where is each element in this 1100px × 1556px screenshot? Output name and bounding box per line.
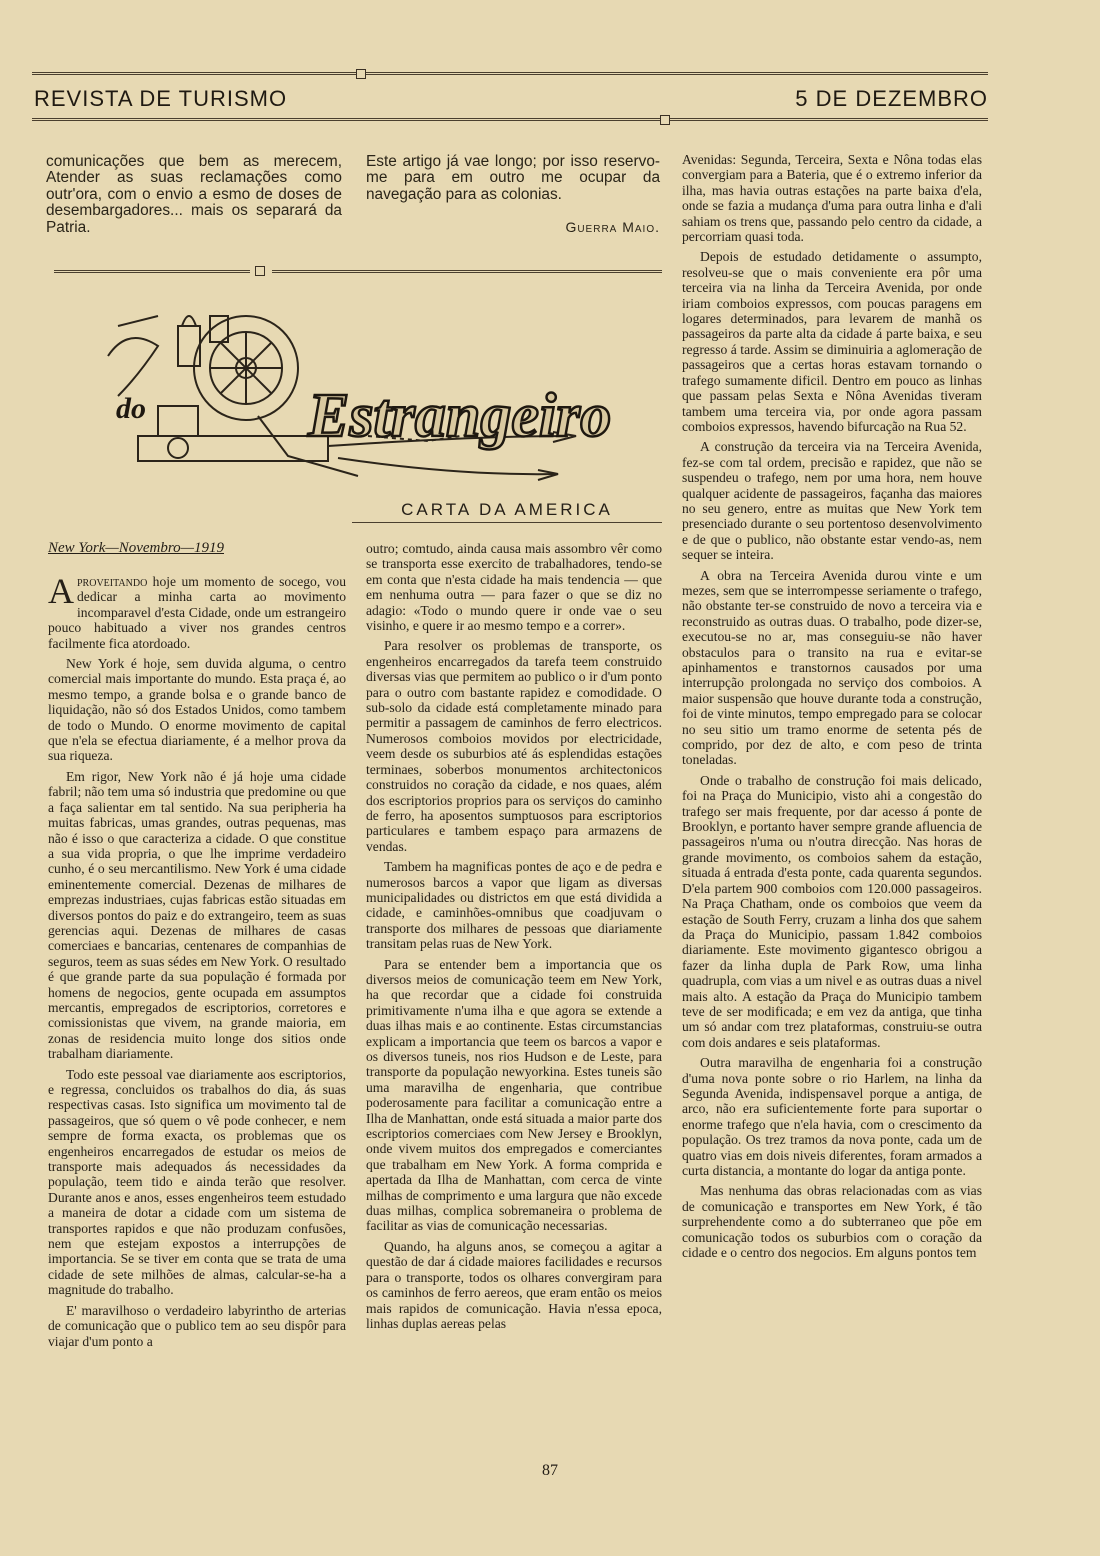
section-divider [54, 270, 250, 273]
paragraph: New York é hoje, sem duvida alguma, o centro comercial mais importante do mundo. Esta praça é, ao mesmo tempo, a grande bolsa e o grande banco de liquidação, não só dos Estados Unidos, como tambem de todo o Mundo. O enorme movimento de capital que n'ela se efectua diariamente, é a melhor prova da sua riqueza. [48, 656, 346, 764]
paragraph: Mas nenhuma das obras relacionadas com as vias de comunicação e transportes em New York, é tão surprehendente como a do subterraneo que põe em comunicação todos os suburbios com o coração da cidade e o centro dos negocios. Em alguns pontos tem [682, 1183, 982, 1261]
rule-ornament [255, 266, 265, 276]
paragraph: Depois de estudado detidamente o assumpto, resolveu-se que o mais conveniente era pôr uma terceira via na linha da Terceira Avenida, por onde iriam comboios expressos, com poucas paragens em logares determinados, para levarem de manhã os passageiros da parte alta da cidade á parte baixa, e seu regresso á tarde. Assim se diminuiria a aglomeração de passageiros que a certas horas estavam tornando o trafego sumamente dificil. Dentro em pouco as linhas que passam pelas Sexta e Nôna Avenidas tiveram tambem uma terceira via, por onde agora passam comboios expressos, havendo bifurcação na Rua 52. [682, 249, 982, 434]
top-continuation-col2 [366, 154, 660, 236]
paragraph: E' maravilhoso o verdadeiro labyrintho de arterias de comunicação que o publico tem ao seu dispôr para viajar d'um ponto a [48, 1302, 346, 1349]
page-number: 87 [542, 1462, 558, 1479]
section-divider [272, 270, 662, 273]
article-column-2 [366, 541, 662, 1336]
header-rule-top [32, 72, 988, 75]
rule-ornament [660, 115, 670, 125]
subtitle-rule [352, 522, 662, 523]
paragraph: Quando, ha alguns anos, se começou a agitar a questão de dar á cidade maiores facilidades e recursos para o transporte, todos os olhares convergiram para os caminhos de ferro aereos, que eram então os meios mais rapidos de comunicação. Havia n'essa epoca, linhas duplas aereas pelas [366, 1238, 662, 1331]
running-head-left: REVISTA DE TURISMO [34, 86, 288, 111]
lead-word: proveitando [77, 574, 148, 589]
paragraph: Para se entender bem a importancia que os diversos meios de comunicação teem em New York, ha que recordar que a cidade foi construida primitivamente n'uma ilha e que agora se extende a duas ilhas mais e ao continente. Estas circumstancias explicam a importancia que teem os barcos a vapor e os diversos tuneis, nos rios Hudson e de Leste, para transporte da população newyorkina. Estes tuneis são uma maravilha de engenharia, que contribue poderosamente para facilitar a comunicação entre a Ilha de Manhattan, onde está situada a maior parte dos escriptorios comerciaes com New Jersey e Brooklyn, onde vivem muitos dos empregados e comerciantes que trabalham em New York. A forma comprida e apertada da Ilha de Manhattan, com cerca de vinte milhas de comprimento e uma largura que não excede duas milhas, complica sobremaneira o problema de facilitar as vias de comunicação necessarias. [366, 956, 662, 1234]
article-column-3 [682, 152, 982, 1265]
drop-cap: A [48, 571, 74, 611]
article-column-1 [48, 571, 346, 1354]
continuation-text: comunicações que bem as merecem, Atender as suas reclamações como outr'ora, com o envio a esmo de doses de desembargadores... mais os separará da Patria. [46, 153, 342, 236]
paragraph: A obra na Terceira Avenida durou vinte e um mezes, sem que se interrompesse seriamente o trafego, não obstante ter-se construido de novo a terceira via e reconstruido as outras duas. O trabalho, pode dizer-se, executou-se no ar, mas conseguiu-se não haver obstaculos para o transito na rua e evitar-se apinhamentos e transtornos causados por uma interrupção prolongada no serviço dos comboios. A maior suspensão que houve durante toda a construção, foi de vinte minutos, tempo empregado para se colocar no seu sitio um tramo enorme de setenta pés de comprido, por dez de alto, e com peso de trinta toneladas. [682, 567, 982, 768]
continuation-text: Este artigo já vae longo; por isso reservo-me para em outro me ocupar da navegação para as colonias. [366, 153, 660, 203]
rule-ornament [356, 69, 366, 79]
top-continuation-col1 [46, 154, 342, 236]
article-dateline: New York—Novembro—1919 [48, 540, 224, 556]
paragraph: Onde o trabalho de construção foi mais delicado, foi na Praça do Municipio, visto ahi a congestão do trafego ser mais frequente, por dar acesso á ponte de Brooklyn, e portanto haver sempre grande afluencia de passageiros n'uma ou n'outra direcção. Nas horas de grande movimento, os comboios sahem da estação, situada á entrada d'esta ponte, cada quarenta segundos. D'ela partem 900 comboios com 120.000 passageiros. Na Praça Chatham, onde os comboios que veem da estação de South Ferry, cruzam a linha dos que sahem da Praça do Municipio, passam 1.842 comboios diariamente. Este movimento gigantesco obrigou a fazer da linha dupla de Park Row, uma linha quadrupla, com vias a um nivel e as outras duas a nivel mais alto. A estação da Praça do Municipio tambem teve de ser modificada; e em vez da antiga, que tinha um só andar com trez plataformas, construiu-se outra com dois andares e seis plataformas. [682, 772, 982, 1050]
section-title-illustration [98, 286, 668, 496]
title-word-do: do [116, 392, 146, 425]
paragraph: Para resolver os problemas de transporte, os engenheiros encarregados da tarefa teem construido diversas vias que permitem ao publico o ir d'um ponto para o outro com bastante rapidez e comodidade. O sub-solo da cidade está completamente minado para permitir a passagem de caminhos de ferro electricos. Numerosos comboios movidos por electricidade, veem desde os suburbios até ás esplendidas estações terminaes, soberbos monumentos architectonicos construidos no coração da cidade, e nos quaes, além dos escriptorios proprios para os serviços do caminho de ferro, ha aposentos sumptuosos para escriptorios particulares e tambem espaço para armazens de vendas. [366, 638, 662, 854]
paragraph: Todo este pessoal vae diariamente aos escriptorios, e regressa, concluidos os trabalhos do dia, ás suas respectivas casas. Isto significa um movimento tal de passageiros, que só quem o vê pode conhecer, e nem sempre de forma exacta, os problemas que os engenheiros encarregados de estudar os meios de transporte mais adequados ás necessidades da população, teem tido e ainda terão que resolver. Durante anos e anos, esses engenheiros teem estudado a maneira de dotar a cidade com um sistema de transportes rapidos e que não produzam confusões, nem que estejam expostos a interrupções de importancia. Se se tiver em conta que se trata de uma cidade de sete milhões de almas, calcular-se-ha a magnitude do trabalho. [48, 1066, 346, 1298]
header-rule-bottom [32, 118, 988, 121]
author-signature: Guerra Maio. [565, 219, 660, 236]
paragraph: outro; comtudo, ainda causa mais assombro vêr como se transporta esse exercito de trabalhadores, tendo-se em conta que n'esta cidade ha mais tendencia — que em nenhuma outra — para fazer o que se diz no adagio: «Todo o mundo quere ir onde vae o seu visinho, e quere ir ao mesmo tempo e a correr». [366, 541, 662, 634]
paragraph-text: hoje um momento de socego, vou dedicar a minha carta ao movimento incomparavel d'esta Cidade, onde um estrangeiro pouco habituado a viver nos grandes centros facilmente fica atordoado. [48, 574, 346, 651]
paragraph: Outra maravilha de engenharia foi a construção d'uma nova ponte sobre o rio Harlem, na linha da Segunda Avenida, indispensavel porque a antiga, de arco, não era suficientemente forte para suportar o enorme trafego que n'ela havia, com o crescimento da população. Os trez tramos da nova ponte, cada um de quatro vias em dois niveis diferentes, foram armados a curta distancia, a montante do logar da antiga ponte. [682, 1055, 982, 1178]
paragraph: Avenidas: Segunda, Terceira, Sexta e Nôna todas elas convergiam para a Bateria, que é o extremo inferior da ilha, mas havia outras estações na parte baixa d'ela, onde se fazia a mudança d'uma para outra linha e d'ali sahiam os trens que, passando pelo centro da cidade, a percorriam quasi toda. [682, 152, 982, 245]
paragraph: Tambem ha magnificas pontes de aço e de pedra e numerosos barcos a vapor que ligam as diversas municipalidades ou districtos em que está dividida a cidade, e caminhões-omnibus que coadjuvam o transporte dos milhares de pessoas que diariamente transitam pelas ruas de New York. [366, 859, 662, 952]
paragraph [48, 571, 346, 651]
title-word-estrangeiro: Estrangeiro [308, 382, 612, 450]
running-head-right: 5 DE DEZEMBRO [795, 86, 988, 111]
paragraph: A construção da terceira via na Terceira Avenida, fez-se com tal ordem, precisão e rapidez, que não se suspendeu o trafego, nem por uma hora, nem houve qualquer acidente de passageiros, façanha das maiores no seu genero, entre as muitas que New York tem presenciado durante o seu portentoso desenvolvimento e de que o publico, não obstante estar vendo-as, nem sequer se inteira. [682, 439, 982, 563]
paragraph: Em rigor, New York não é já hoje uma cidade fabril; não tem uma só industria que predomine ou que a faça salientar em tal sentido. Na sua peripheria ha muitas fabricas, umas grandes, outras pequenas, mas não é isso o que caracteriza a cidade. O que constitue a sua vida propria, o que lhe imprime verdadeiro cunho, é o seu mercantilismo. New York é uma cidade eminentemente comercial. Dezenas de milhares de emprezas industriaes, cujas fabricas estão situadas em diversos pontos do paiz e do extrangeiro, teem as suas gerencias aqui. Dezenas de milhares de casas comerciaes e bancarias, centenares de companhias de seguros, teem as suas sédes em New York. O resultado é que grande parte da sua população é formada por homens de negocios, gente ocupada em assumptos mercantis, empregados de escriptorios, corretores e comissionistas que vivem, na grande maioria, em zonas de residencia muito longe dos sitios onde trabalham diariamente. [48, 768, 346, 1062]
article-subtitle: CARTA DA AMERICA [401, 500, 613, 519]
